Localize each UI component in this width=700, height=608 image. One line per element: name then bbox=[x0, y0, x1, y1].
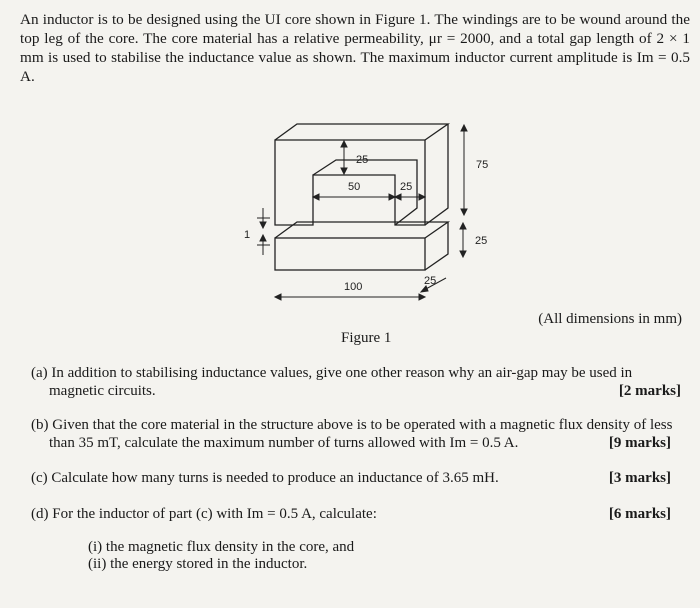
question-d-part-ii: (ii) the energy stored in the inductor. bbox=[88, 556, 308, 572]
dim-label-25-bottom: 25 bbox=[424, 275, 437, 287]
i-core-right-face bbox=[425, 222, 448, 270]
dim-label-50: 50 bbox=[348, 181, 361, 193]
gap-label-1: 1 bbox=[244, 229, 251, 241]
question-b-marks: [9 marks] bbox=[608, 435, 671, 451]
question-c-text: (c) Calculate how many turns is needed to produce an inductance of 3.65 mH. bbox=[31, 470, 499, 486]
question-b-text: (b) Given that the core material in the structure above is to be operated with a magnetic flux density of less than 35 mT, calculate the maximum number of turns allowed with Im = 0.5 A. bbox=[31, 417, 673, 451]
dim-label-75: 75 bbox=[476, 159, 489, 171]
dim-label-25-right: 25 bbox=[475, 235, 488, 247]
question-d-marks: [6 marks] bbox=[608, 506, 671, 522]
question-a bbox=[31, 364, 681, 400]
question-d bbox=[31, 505, 681, 523]
question-a-marks: [2 marks] bbox=[618, 383, 681, 399]
i-core-front-face bbox=[275, 238, 425, 270]
question-d-text: (d) For the inductor of part (c) with Im = 0.5 A, calculate: bbox=[31, 506, 377, 522]
dimensions-note: (All dimensions in mm) bbox=[538, 311, 682, 327]
question-b bbox=[31, 416, 681, 452]
question-a-text: (a) In addition to stabilising inductance values, give one other reason why an air-gap may be used in magnetic circuits. bbox=[31, 365, 633, 399]
problem-statement: An inductor is to be designed using the UI core shown in Figure 1. The windings are to be wound around the top leg of the core. The core material has a relative permeability, μr = 2000, and a total gap length of 2 × 1 mm is used to stabilise the inductance value as shown. The maximum inductor current amplitude is Im = 0.5 A. bbox=[20, 11, 690, 85]
dim-label-25-mid: 25 bbox=[400, 181, 413, 193]
dim-label-100: 100 bbox=[344, 281, 363, 293]
u-core-right-face bbox=[425, 124, 448, 225]
question-c-marks: [3 marks] bbox=[608, 470, 671, 486]
question-c bbox=[31, 469, 681, 487]
figure-caption: Figure 1 bbox=[341, 330, 392, 346]
question-d-part-i: (i) the magnetic flux density in the core, and bbox=[88, 539, 355, 555]
dim-label-25-top: 25 bbox=[356, 154, 369, 166]
u-core-top-face bbox=[275, 124, 448, 140]
